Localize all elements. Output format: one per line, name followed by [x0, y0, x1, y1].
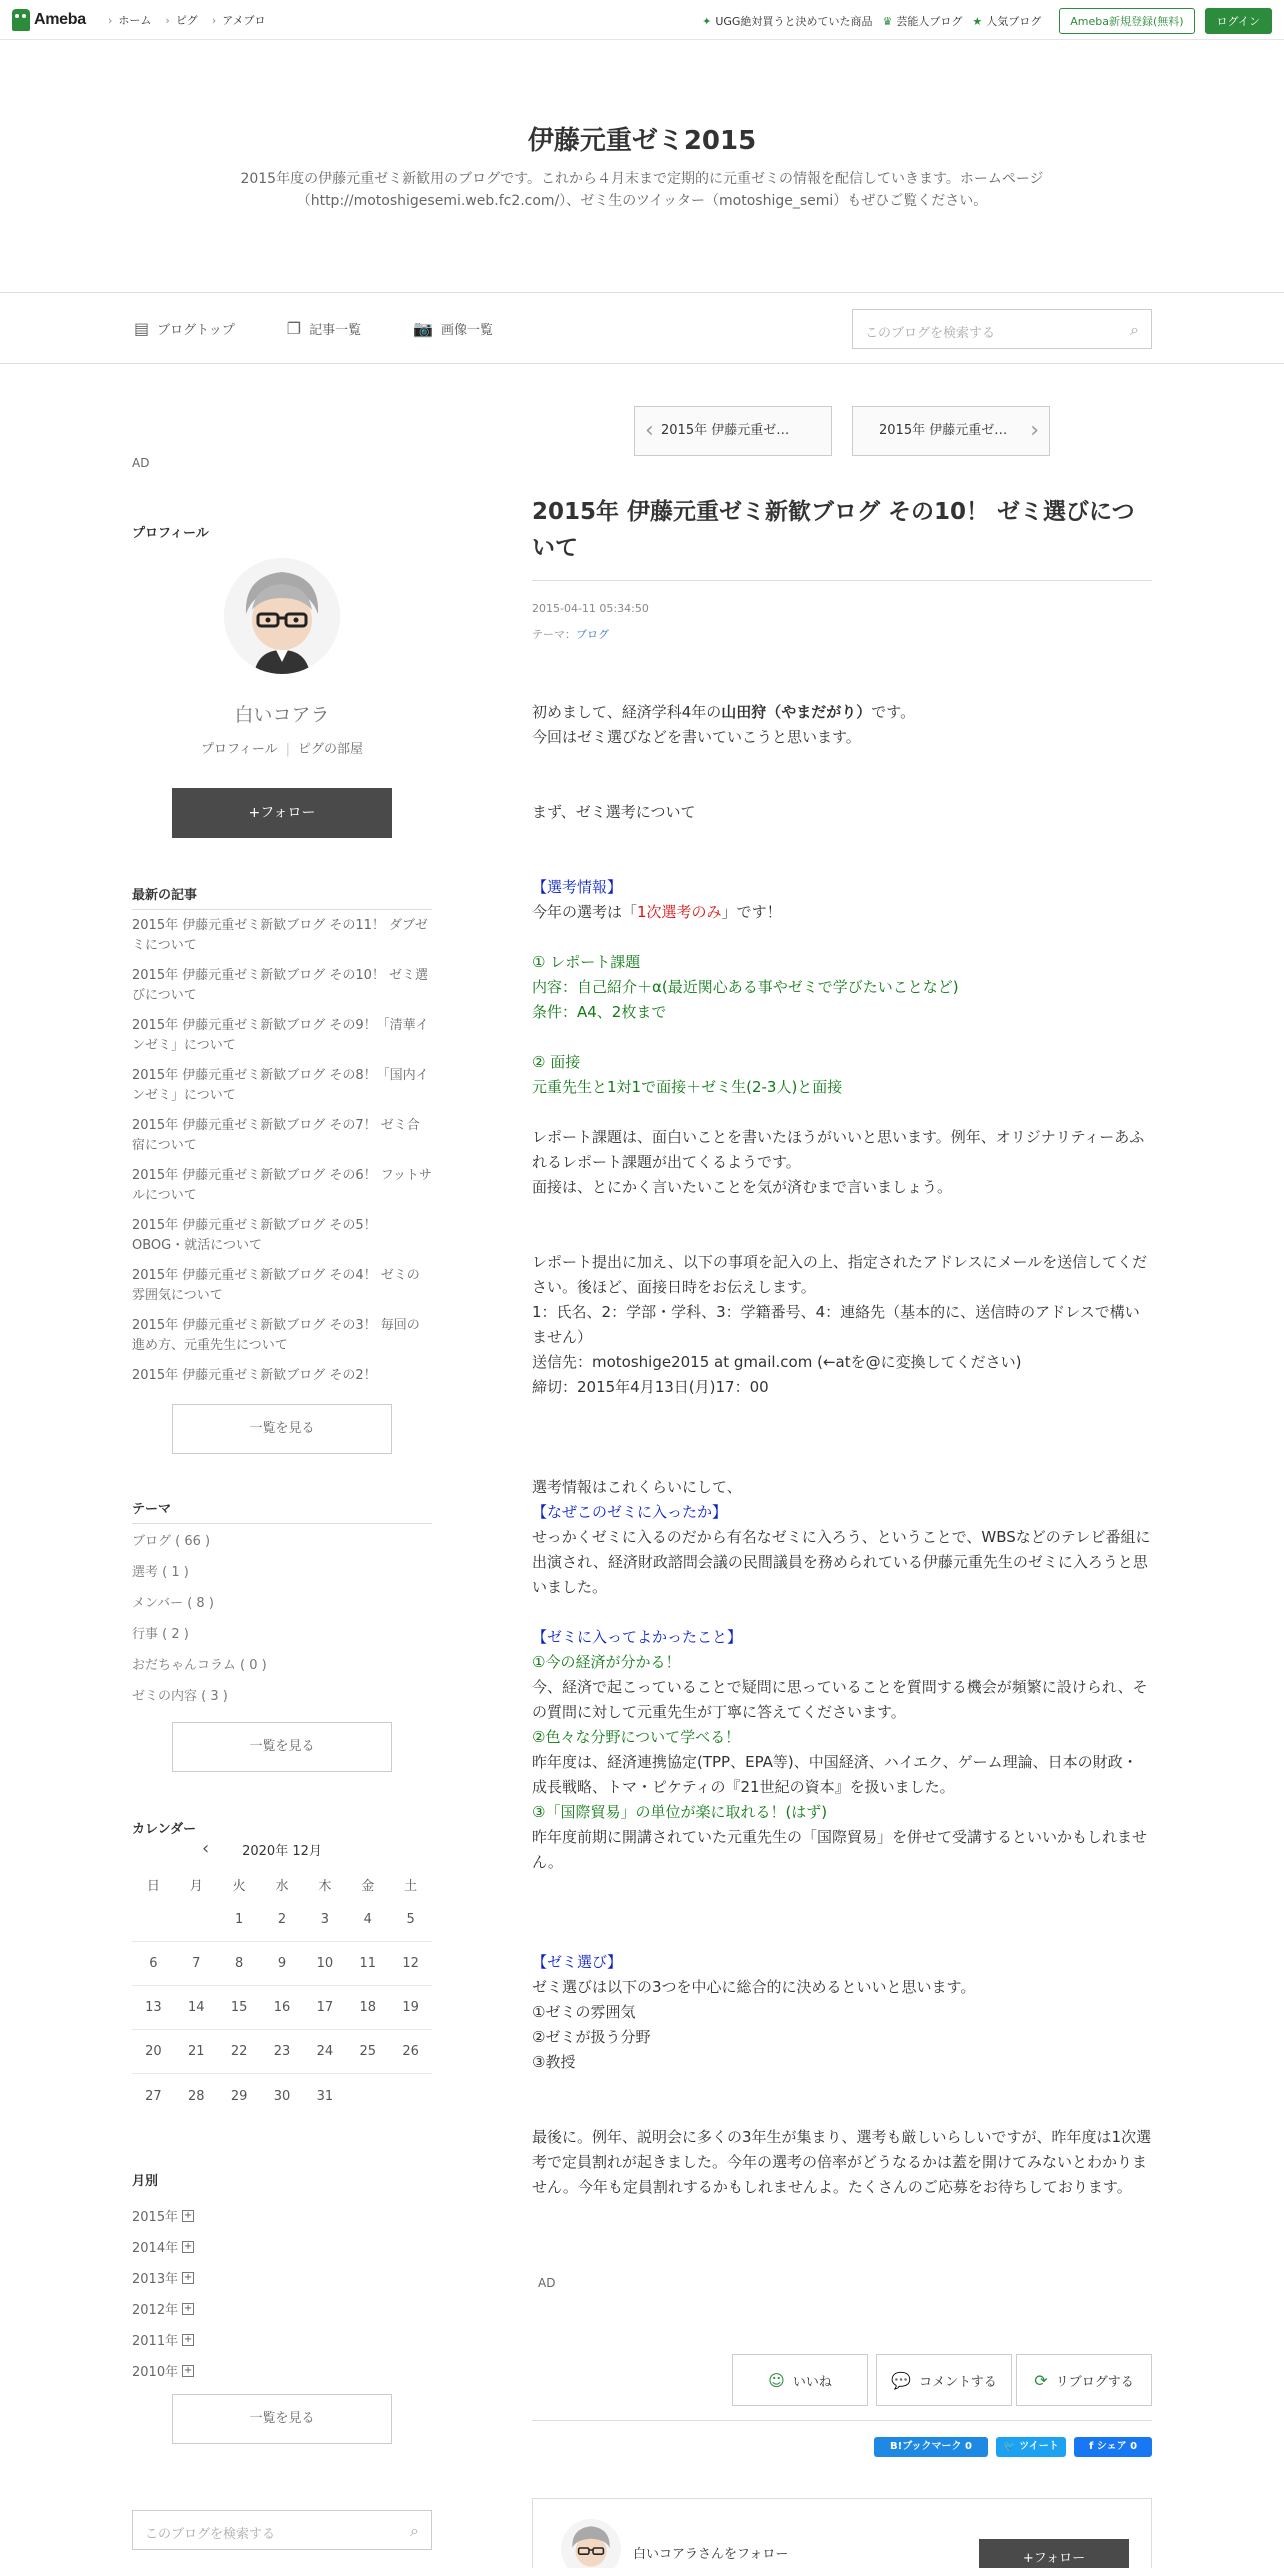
weekday: 土	[404, 1878, 418, 1894]
calendar-day: 4	[363, 1912, 372, 1927]
archive-year-label: 2012年	[132, 2303, 179, 2318]
calendar-day: 2	[277, 1912, 287, 1927]
sidebar-ad-label: AD	[132, 456, 150, 470]
archive-year[interactable]	[132, 2355, 432, 2386]
profile-link[interactable]: プロフィール	[200, 742, 278, 757]
body-line: 面接は、とにかく言いたいことを気が済むまで言いましょう。	[532, 1178, 953, 1196]
calendar-day: 20	[145, 2044, 162, 2059]
calendar-day: 27	[145, 2088, 162, 2104]
blog-description: 2015年度の伊藤元重ゼミ新歓用のブログです。これから４月末まで定期的に元重ゼミの情報を配信していきます。ホームページ（http://motoshigesemi.web.fc2.com/）、ゼミ生のツイッター（motoshige_semi）もぜひご覧ください。	[240, 171, 1044, 209]
recent-more-button[interactable]: 一覧を見る	[172, 1404, 392, 1454]
archive-year[interactable]	[132, 2262, 432, 2293]
calendar-day: 31	[316, 2088, 334, 2104]
text: 今年の選考は「	[532, 903, 638, 921]
archive-list	[132, 2200, 432, 2386]
follow-card-button[interactable]: +フォロー	[979, 2539, 1129, 2568]
tweet-label: ツイート	[1019, 2441, 1059, 2452]
text: 初めまして、経済学科4年の	[532, 703, 722, 721]
spacer	[532, 1925, 1152, 1950]
body-line: ①今の経済が分かる！	[532, 1653, 681, 1671]
highlight: 1次選考のみ	[637, 903, 722, 921]
comment-button[interactable]	[876, 2354, 1012, 2406]
body-line	[532, 700, 1152, 725]
spacer	[532, 1225, 1152, 1250]
document-icon: ▤	[134, 319, 150, 338]
follow-card-text: 白いコアラさんをフォロー	[633, 2547, 789, 2562]
calendar-day: 10	[316, 1956, 334, 1971]
calendar-day: 16	[273, 2000, 291, 2015]
post-title[interactable]: 2015年 伊藤元重ゼミ新歓ブログ その10！ ゼミ選びについて	[532, 499, 1135, 561]
spacer	[532, 1600, 1152, 1625]
body-line: 送信先：motoshige2015 at gmail.com (←atを@に変換してください)	[532, 1353, 1022, 1371]
recent-item[interactable]: 2015年 伊藤元重ゼミ新歓ブログ その4！ ゼミの雰囲気について	[132, 1268, 420, 1303]
text: です。	[871, 703, 916, 721]
calendar-day: 19	[402, 2000, 419, 2015]
blog-header	[0, 40, 1284, 292]
calendar-day: 15	[230, 2000, 248, 2015]
recent-item[interactable]: 2015年 伊藤元重ゼミ新歓ブログ その5！ OBOG・就活について	[132, 1218, 377, 1253]
expand-icon[interactable]: +	[183, 2302, 193, 2314]
calendar-weekdays	[132, 1870, 432, 1898]
prev-entry-button[interactable]	[634, 406, 832, 456]
calendar-day: 24	[316, 2044, 334, 2059]
ameba-logo[interactable]	[12, 8, 86, 32]
expand-icon[interactable]: +	[183, 2240, 193, 2252]
celebrity-blog-link[interactable]	[882, 13, 962, 29]
chevron-left-icon[interactable]: ‹	[202, 1838, 210, 1859]
text: 」です！	[721, 903, 782, 921]
sparkle-icon: ✦	[702, 14, 712, 28]
logo-text: Ameba	[34, 11, 86, 28]
like-button[interactable]	[732, 2354, 868, 2406]
weekday: 水	[275, 1878, 289, 1894]
weekday: 日	[146, 1878, 160, 1894]
body-line: ②ゼミが扱う分野	[532, 2028, 651, 2046]
facebook-share-button[interactable]	[1074, 2437, 1152, 2457]
spacer	[532, 850, 1152, 875]
hatena-count: 0	[965, 2441, 972, 2452]
recent-item[interactable]: 2015年 伊藤元重ゼミ新歓ブログ その6！ フットサルについて	[132, 1168, 432, 1203]
theme-item[interactable]: 行事 ( 2 )	[132, 1627, 189, 1642]
body-line: 昨年度は、経済連携協定(TPP、EPA等)、中国経済、ハイエク、ゲーム理論、日本の財政・成長戦略、トマ・ピケティの『21世紀の資本』を扱いました。	[532, 1753, 1138, 1796]
calendar-day: 9	[277, 1956, 287, 1971]
weekday: 木	[318, 1878, 332, 1894]
archive-year-label: 2013年	[132, 2272, 179, 2287]
body-line: 元重先生と1対1で面接＋ゼミ生(2-3人)と面接	[532, 1078, 843, 1096]
blog-nav-items	[134, 319, 493, 338]
spacer	[532, 1875, 1152, 1900]
expand-icon[interactable]: +	[183, 2364, 193, 2376]
divider: |	[285, 742, 291, 757]
nav-blog-top-label: ブログトップ	[157, 323, 235, 338]
nav-pigg[interactable]: › ピグ	[165, 12, 197, 28]
body-line: まず、ゼミ選考について	[532, 803, 696, 821]
calendar-day: 22	[230, 2044, 248, 2059]
register-button[interactable]: Ameba新規登録(無料)	[1059, 8, 1194, 34]
body-line: せっかくゼミに入るのだから有名なゼミに入ろう、ということで、WBSなどのテレビ番組に出演され、経済財政諮問会議の民間議員を務められている伊藤元重先生のゼミに入ろうと思いました。	[532, 1528, 1151, 1596]
calendar-day: 7	[192, 1956, 201, 1971]
spacer	[532, 750, 1152, 775]
calendar-day: 30	[273, 2088, 291, 2104]
archive-year-label: 2015年	[132, 2210, 179, 2225]
calendar-day: 25	[359, 2044, 376, 2059]
body-line: ②色々な分野について学べる！	[532, 1728, 741, 1746]
body-line: 条件：A4、2枚まで	[532, 1003, 667, 1021]
pigg-room-link[interactable]: ピグの部屋	[298, 742, 364, 757]
global-nav	[108, 12, 266, 28]
archive-more-button[interactable]: 一覧を見る	[172, 2394, 392, 2444]
camera-icon: 📷	[413, 319, 434, 338]
spacer	[532, 1400, 1152, 1425]
nav-home[interactable]: › ホーム	[108, 12, 151, 28]
recent-item[interactable]: 2015年 伊藤元重ゼミ新歓ブログ その11！ ダブゼミについて	[132, 918, 428, 953]
header-right	[702, 8, 1272, 34]
author-name: 山田狩（やまだがり）	[721, 703, 872, 721]
calendar-day: 21	[188, 2044, 205, 2059]
prev-entry-label: 2015年 伊藤元重ゼ…	[661, 423, 790, 438]
calendar-day: 13	[145, 2000, 162, 2015]
archive-year[interactable]	[132, 2231, 432, 2262]
login-button[interactable]: ログイン	[1205, 8, 1272, 34]
theme-item[interactable]: ブログ ( 66 )	[132, 1534, 211, 1549]
sidebar-search-input[interactable]	[132, 2510, 432, 2550]
post-date: 2015-04-11 05:34:50	[532, 602, 649, 615]
chevron-right-icon: ›	[1030, 418, 1039, 443]
calendar-heading: カレンダー	[132, 1822, 197, 1837]
reblog-label: リブログする	[1055, 2374, 1134, 2390]
profile-avatar[interactable]	[224, 558, 340, 674]
blog-title[interactable]: 伊藤元重ゼミ2015	[527, 126, 757, 156]
body-line: ①ゼミの雰囲気	[532, 2003, 636, 2021]
post-theme-label: テーマ：	[532, 628, 576, 641]
body-line: 1：氏名、2：学部・学科、3：学籍番号、4：連絡先（基本的に、送信時のアドレスで構いません）	[532, 1303, 1140, 1346]
nav-ameblo[interactable]: › アメブロ	[212, 12, 266, 28]
theme-item[interactable]: ゼミの内容 ( 3 )	[132, 1689, 228, 1704]
celebrity-blog-label: 芸能人ブログ	[896, 15, 963, 28]
profile-heading: プロフィール	[132, 526, 209, 541]
archive-year-label: 2011年	[132, 2334, 179, 2349]
nav-blog-top[interactable]	[134, 319, 235, 338]
blog-search-input[interactable]	[852, 309, 1152, 349]
recent-item[interactable]: 2015年 伊藤元重ゼミ新歓ブログ その2！	[132, 1368, 377, 1383]
calendar-day: 1	[235, 1912, 244, 1927]
calendar-day: 23	[273, 2044, 291, 2059]
spacer	[532, 2075, 1152, 2100]
calendar-day: 26	[402, 2044, 419, 2059]
body-line: ② 面接	[532, 1053, 581, 1071]
blog-nav	[0, 292, 1284, 364]
post-body	[532, 700, 1152, 2200]
koala-avatar-icon	[561, 2519, 621, 2568]
section-heading: 【ゼミ選び】	[532, 1953, 623, 1971]
archive-year-label: 2010年	[132, 2365, 179, 2380]
nav-entry-list[interactable]	[287, 319, 361, 338]
body-line: レポート課題は、面白いことを書いたほうがいいと思います。例年、オリジナリティーあふれるレポート課題が出てくるようです。	[532, 1128, 1145, 1171]
fb-label: シェア	[1096, 2441, 1127, 2452]
body-line: 内容：自己紹介＋α(最近関心ある事やゼミで学びたいことなど)	[532, 978, 959, 996]
archive-year[interactable]	[132, 2293, 432, 2324]
like-label: いいね	[792, 2374, 832, 2390]
koala-avatar-icon	[224, 558, 340, 674]
profile-links	[132, 738, 432, 757]
calendar-month	[132, 1840, 432, 1859]
promo-link-label: UGG絶対買うと決めていた商品	[715, 15, 873, 28]
expand-icon[interactable]: +	[183, 2333, 193, 2345]
facebook-icon: f	[1088, 2441, 1094, 2452]
section-heading: 【ゼミに入ってよかったこと】	[532, 1628, 743, 1646]
copy-icon: ❐	[286, 319, 302, 338]
calendar-day: 14	[188, 2000, 205, 2015]
reblog-icon: ⟳	[1034, 2370, 1048, 2390]
spacer	[532, 1900, 1152, 1925]
body-line: ゼミ選びは以下の3つを中心に総合的に決めるといいと思います。	[532, 1978, 976, 1996]
star-icon: ★	[972, 14, 983, 28]
divider	[532, 580, 1152, 581]
calendar	[132, 1818, 432, 2104]
profile-name[interactable]: 白いコアラ	[234, 704, 330, 726]
calendar-grid	[132, 1870, 432, 2118]
next-entry-button[interactable]	[852, 406, 1050, 456]
calendar-week	[132, 1942, 432, 1986]
sidebar-search-placeholder: このブログを検索する	[145, 2527, 276, 2542]
archive-year[interactable]	[132, 2324, 432, 2355]
body-line: 昨年度前期に開講されていた元重先生の「国際貿易」を併せて受講するといいかもしれません。	[532, 1828, 1148, 1871]
spacer	[532, 1425, 1152, 1450]
popular-blog-link[interactable]	[972, 13, 1041, 29]
archive-year-label: 2014年	[132, 2241, 179, 2256]
body-line: ③教授	[532, 2053, 576, 2071]
weekday: 金	[361, 1878, 375, 1894]
body-line: ③「国際貿易」の単位が楽に取れる！(はず)	[532, 1803, 828, 1821]
calendar-day: 6	[149, 1956, 158, 1971]
post-theme-link[interactable]: ブログ	[576, 628, 609, 641]
body-line: 今、経済で起こっていることで疑問に思っていることを質問する機会が頻繁に設けられ、その質問に対して元重先生が丁寧に答えてくださいます。	[532, 1678, 1148, 1721]
body-line	[532, 900, 1152, 925]
follow-card	[532, 2498, 1152, 2568]
twitter-icon: 🐦	[1003, 2441, 1016, 2452]
body-line: ① レポート課題	[532, 953, 641, 971]
section-heading: 【なぜこのゼミに入ったか】	[532, 1503, 728, 1521]
body-line: 締切：2015年4月13日(月)17：00	[532, 1378, 769, 1396]
spacer	[532, 825, 1152, 850]
calendar-day: 8	[235, 1956, 244, 1971]
nav-image-list-label: 画像一覧	[441, 323, 494, 338]
divider	[532, 2420, 1152, 2421]
theme-item[interactable]: メンバー ( 8 )	[132, 1596, 214, 1611]
recent-item[interactable]: 2015年 伊藤元重ゼミ新歓ブログ その8！「国内インゼミ」について	[132, 1068, 429, 1103]
tweet-button[interactable]	[996, 2437, 1066, 2457]
reblog-button[interactable]	[1016, 2354, 1152, 2406]
search-placeholder: このブログを検索する	[865, 326, 996, 341]
post-ad-label: AD	[538, 2276, 556, 2290]
spacer	[532, 1100, 1152, 1125]
calendar-day: 28	[188, 2088, 205, 2104]
follow-button[interactable]: +フォロー	[172, 788, 392, 838]
spacer	[532, 925, 1152, 950]
spacer	[532, 2100, 1152, 2125]
recent-item[interactable]: 2015年 伊藤元重ゼミ新歓ブログ その3！ 毎回の進め方、元重先生について	[132, 1318, 420, 1353]
promo-link[interactable]	[702, 13, 872, 29]
calendar-week	[132, 1986, 432, 2030]
weekday: 月	[189, 1878, 203, 1894]
recent-list	[132, 916, 432, 1396]
section-heading: 【選考情報】	[532, 878, 623, 896]
theme-more-button[interactable]: 一覧を見る	[172, 1722, 392, 1772]
spacer	[532, 1025, 1152, 1050]
comment-icon: 💬	[891, 2370, 912, 2390]
body-line: 最後に。例年、説明会に多くの3年生が集まり、選考も厳しいらしいですが、昨年度は1次選考で定員割れが起きました。今年の選考の倍率がどうなるかは蓋を開けてみないとわかりません。今年も定員割れするかもしれませんよ。たくさんのご応募をお待ちしております。	[532, 2128, 1152, 2196]
spacer	[532, 775, 1152, 800]
ameba-logo-icon	[12, 9, 30, 31]
follow-card-avatar[interactable]	[561, 2519, 621, 2568]
body-line: レポート提出に加え、以下の事項を記入の上、指定されたアドレスにメールを送信してください。後ほど、面接日時をお伝えします。	[532, 1253, 1148, 1296]
smile-icon: ☺	[768, 2370, 785, 2390]
calendar-week	[132, 2030, 432, 2074]
theme-list	[132, 1530, 432, 1716]
global-header	[0, 0, 1284, 40]
calendar-day: 29	[230, 2088, 248, 2104]
calendar-day: 18	[359, 2000, 376, 2015]
calendar-week	[132, 1898, 432, 1942]
nav-image-list[interactable]	[413, 319, 493, 338]
calendar-day: 17	[316, 2000, 334, 2015]
archive-heading: 月別	[132, 2174, 159, 2189]
post-theme	[532, 626, 609, 642]
nav-entry-list-label: 記事一覧	[309, 323, 362, 338]
hatena-label: B!ブックマーク	[890, 2441, 962, 2452]
theme-item[interactable]: おだちゃんコラム ( 0 )	[132, 1658, 267, 1673]
recent-item[interactable]: 2015年 伊藤元重ゼミ新歓ブログ その10！ ゼミ選びについて	[132, 968, 429, 1003]
next-entry-label: 2015年 伊藤元重ゼ…	[879, 423, 1008, 438]
search-icon[interactable]: ⌕	[1130, 320, 1139, 339]
search-icon[interactable]: ⌕	[410, 2521, 419, 2540]
spacer	[532, 1200, 1152, 1225]
calendar-month-label: 2020年 12月	[242, 1844, 322, 1859]
fb-count: 0	[1130, 2441, 1138, 2452]
popular-blog-label: 人気ブログ	[986, 15, 1042, 28]
body-line: 選考情報はこれくらいにして、	[532, 1478, 742, 1496]
expand-icon[interactable]: +	[183, 2271, 193, 2283]
theme-item[interactable]: 選考 ( 1 )	[132, 1565, 189, 1580]
comment-label: コメントする	[919, 2374, 997, 2390]
recent-item[interactable]: 2015年 伊藤元重ゼミ新歓ブログ その7！ ゼミ合宿について	[132, 1118, 420, 1153]
calendar-day: 3	[320, 1912, 329, 1927]
crown-icon: ♛	[882, 14, 893, 28]
calendar-day: 11	[359, 1956, 376, 1971]
expand-icon[interactable]: +	[183, 2209, 193, 2221]
body-line: 今回はゼミ選びなどを書いていこうと思います。	[532, 728, 861, 746]
calendar-week	[132, 2074, 432, 2118]
hatena-bookmark-button[interactable]	[874, 2437, 988, 2457]
calendar-day: 5	[406, 1912, 415, 1927]
spacer	[532, 1450, 1152, 1475]
weekday: 火	[232, 1878, 246, 1894]
archive-year[interactable]	[132, 2200, 432, 2231]
chevron-left-icon: ‹	[645, 418, 654, 443]
recent-heading: 最新の記事	[132, 884, 432, 910]
calendar-day: 12	[402, 1956, 419, 1971]
theme-heading: テーマ	[132, 1498, 432, 1524]
recent-item[interactable]: 2015年 伊藤元重ゼミ新歓ブログ その9！「清華インゼミ」について	[132, 1018, 429, 1053]
